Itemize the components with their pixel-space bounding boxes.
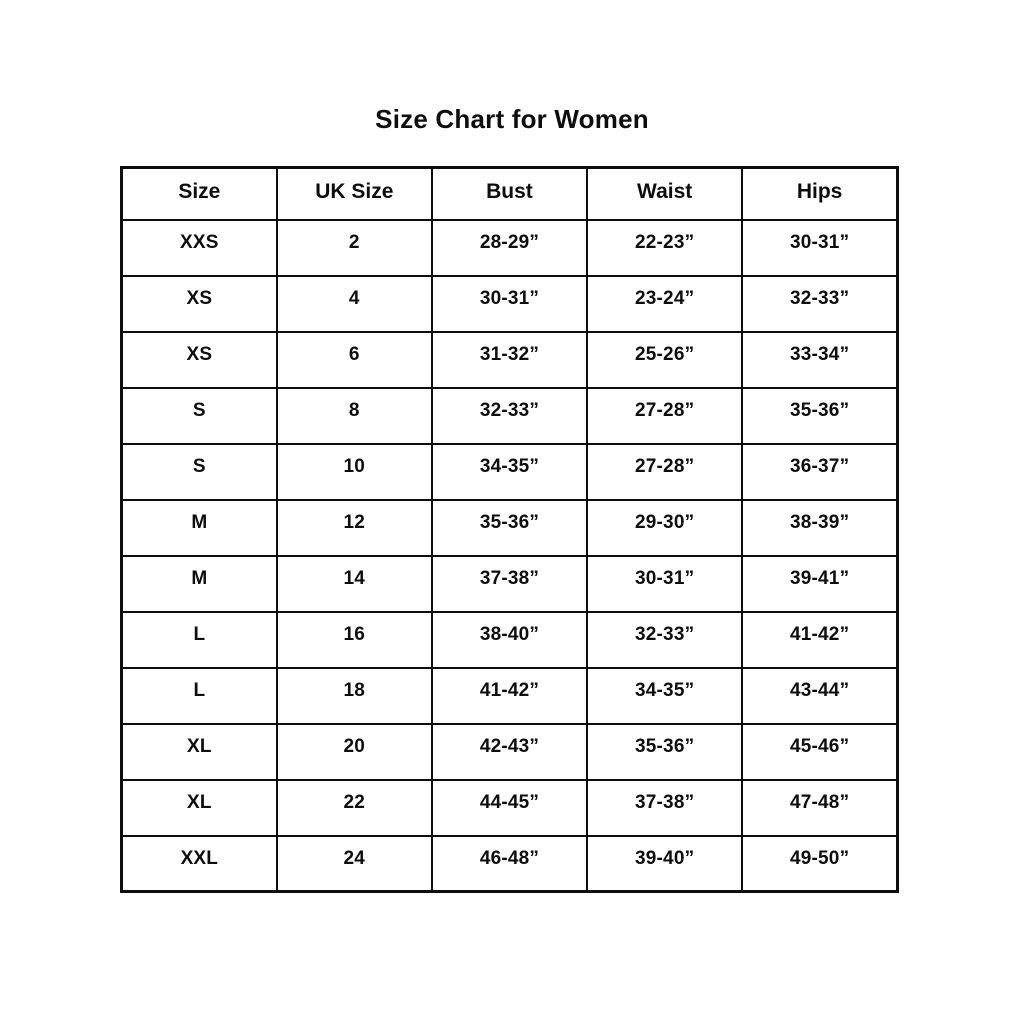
cell: 34-35” [587, 668, 742, 724]
cell: 22 [277, 780, 432, 836]
cell: 43-44” [742, 668, 897, 724]
cell: 46-48” [432, 836, 587, 892]
cell: 29-30” [587, 500, 742, 556]
table-body [122, 220, 898, 892]
cell: XXS [122, 220, 277, 276]
cell: 30-31” [742, 220, 897, 276]
cell: S [122, 388, 277, 444]
cell: 35-36” [432, 500, 587, 556]
cell: 35-36” [742, 388, 897, 444]
cell: 20 [277, 724, 432, 780]
cell: 39-40” [587, 836, 742, 892]
cell: 33-34” [742, 332, 897, 388]
cell: 12 [277, 500, 432, 556]
table-row [122, 836, 898, 892]
cell: 35-36” [587, 724, 742, 780]
table-row [122, 668, 898, 724]
cell: L [122, 612, 277, 668]
cell: 37-38” [587, 780, 742, 836]
column-header-uk-size: UK Size [277, 168, 432, 220]
cell: 18 [277, 668, 432, 724]
cell: 38-39” [742, 500, 897, 556]
cell: 32-33” [587, 612, 742, 668]
cell: 34-35” [432, 444, 587, 500]
table-row [122, 388, 898, 444]
cell: 23-24” [587, 276, 742, 332]
cell: 8 [277, 388, 432, 444]
cell: S [122, 444, 277, 500]
table-row [122, 780, 898, 836]
page-title: Size Chart for Women [375, 104, 649, 134]
table-header [122, 168, 898, 220]
cell: 39-41” [742, 556, 897, 612]
cell: L [122, 668, 277, 724]
table-row [122, 332, 898, 388]
cell: 2 [277, 220, 432, 276]
table-row [122, 444, 898, 500]
cell: 30-31” [432, 276, 587, 332]
cell: 27-28” [587, 388, 742, 444]
cell: 41-42” [432, 668, 587, 724]
cell: 32-33” [432, 388, 587, 444]
cell: 28-29” [432, 220, 587, 276]
cell: XS [122, 332, 277, 388]
cell: 37-38” [432, 556, 587, 612]
cell: 10 [277, 444, 432, 500]
cell: 14 [277, 556, 432, 612]
cell: XL [122, 724, 277, 780]
column-header-waist: Waist [587, 168, 742, 220]
cell: 42-43” [432, 724, 587, 780]
cell: 16 [277, 612, 432, 668]
header-row [122, 168, 898, 220]
cell: 49-50” [742, 836, 897, 892]
cell: 44-45” [432, 780, 587, 836]
cell: 41-42” [742, 612, 897, 668]
cell: 36-37” [742, 444, 897, 500]
cell: XXL [122, 836, 277, 892]
cell: M [122, 500, 277, 556]
cell: 38-40” [432, 612, 587, 668]
table-row [122, 276, 898, 332]
cell: 4 [277, 276, 432, 332]
cell: 45-46” [742, 724, 897, 780]
cell: 47-48” [742, 780, 897, 836]
cell: XS [122, 276, 277, 332]
cell: 24 [277, 836, 432, 892]
table-row [122, 612, 898, 668]
cell: 22-23” [587, 220, 742, 276]
column-header-hips: Hips [742, 168, 897, 220]
table-row [122, 220, 898, 276]
column-header-bust: Bust [432, 168, 587, 220]
cell: M [122, 556, 277, 612]
cell: 30-31” [587, 556, 742, 612]
cell: 6 [277, 332, 432, 388]
cell: 32-33” [742, 276, 897, 332]
column-header-size: Size [122, 168, 277, 220]
size-chart-table [120, 166, 899, 893]
cell: 27-28” [587, 444, 742, 500]
table-row [122, 500, 898, 556]
table-row [122, 556, 898, 612]
table-row [122, 724, 898, 780]
cell: 31-32” [432, 332, 587, 388]
cell: 25-26” [587, 332, 742, 388]
cell: XL [122, 780, 277, 836]
